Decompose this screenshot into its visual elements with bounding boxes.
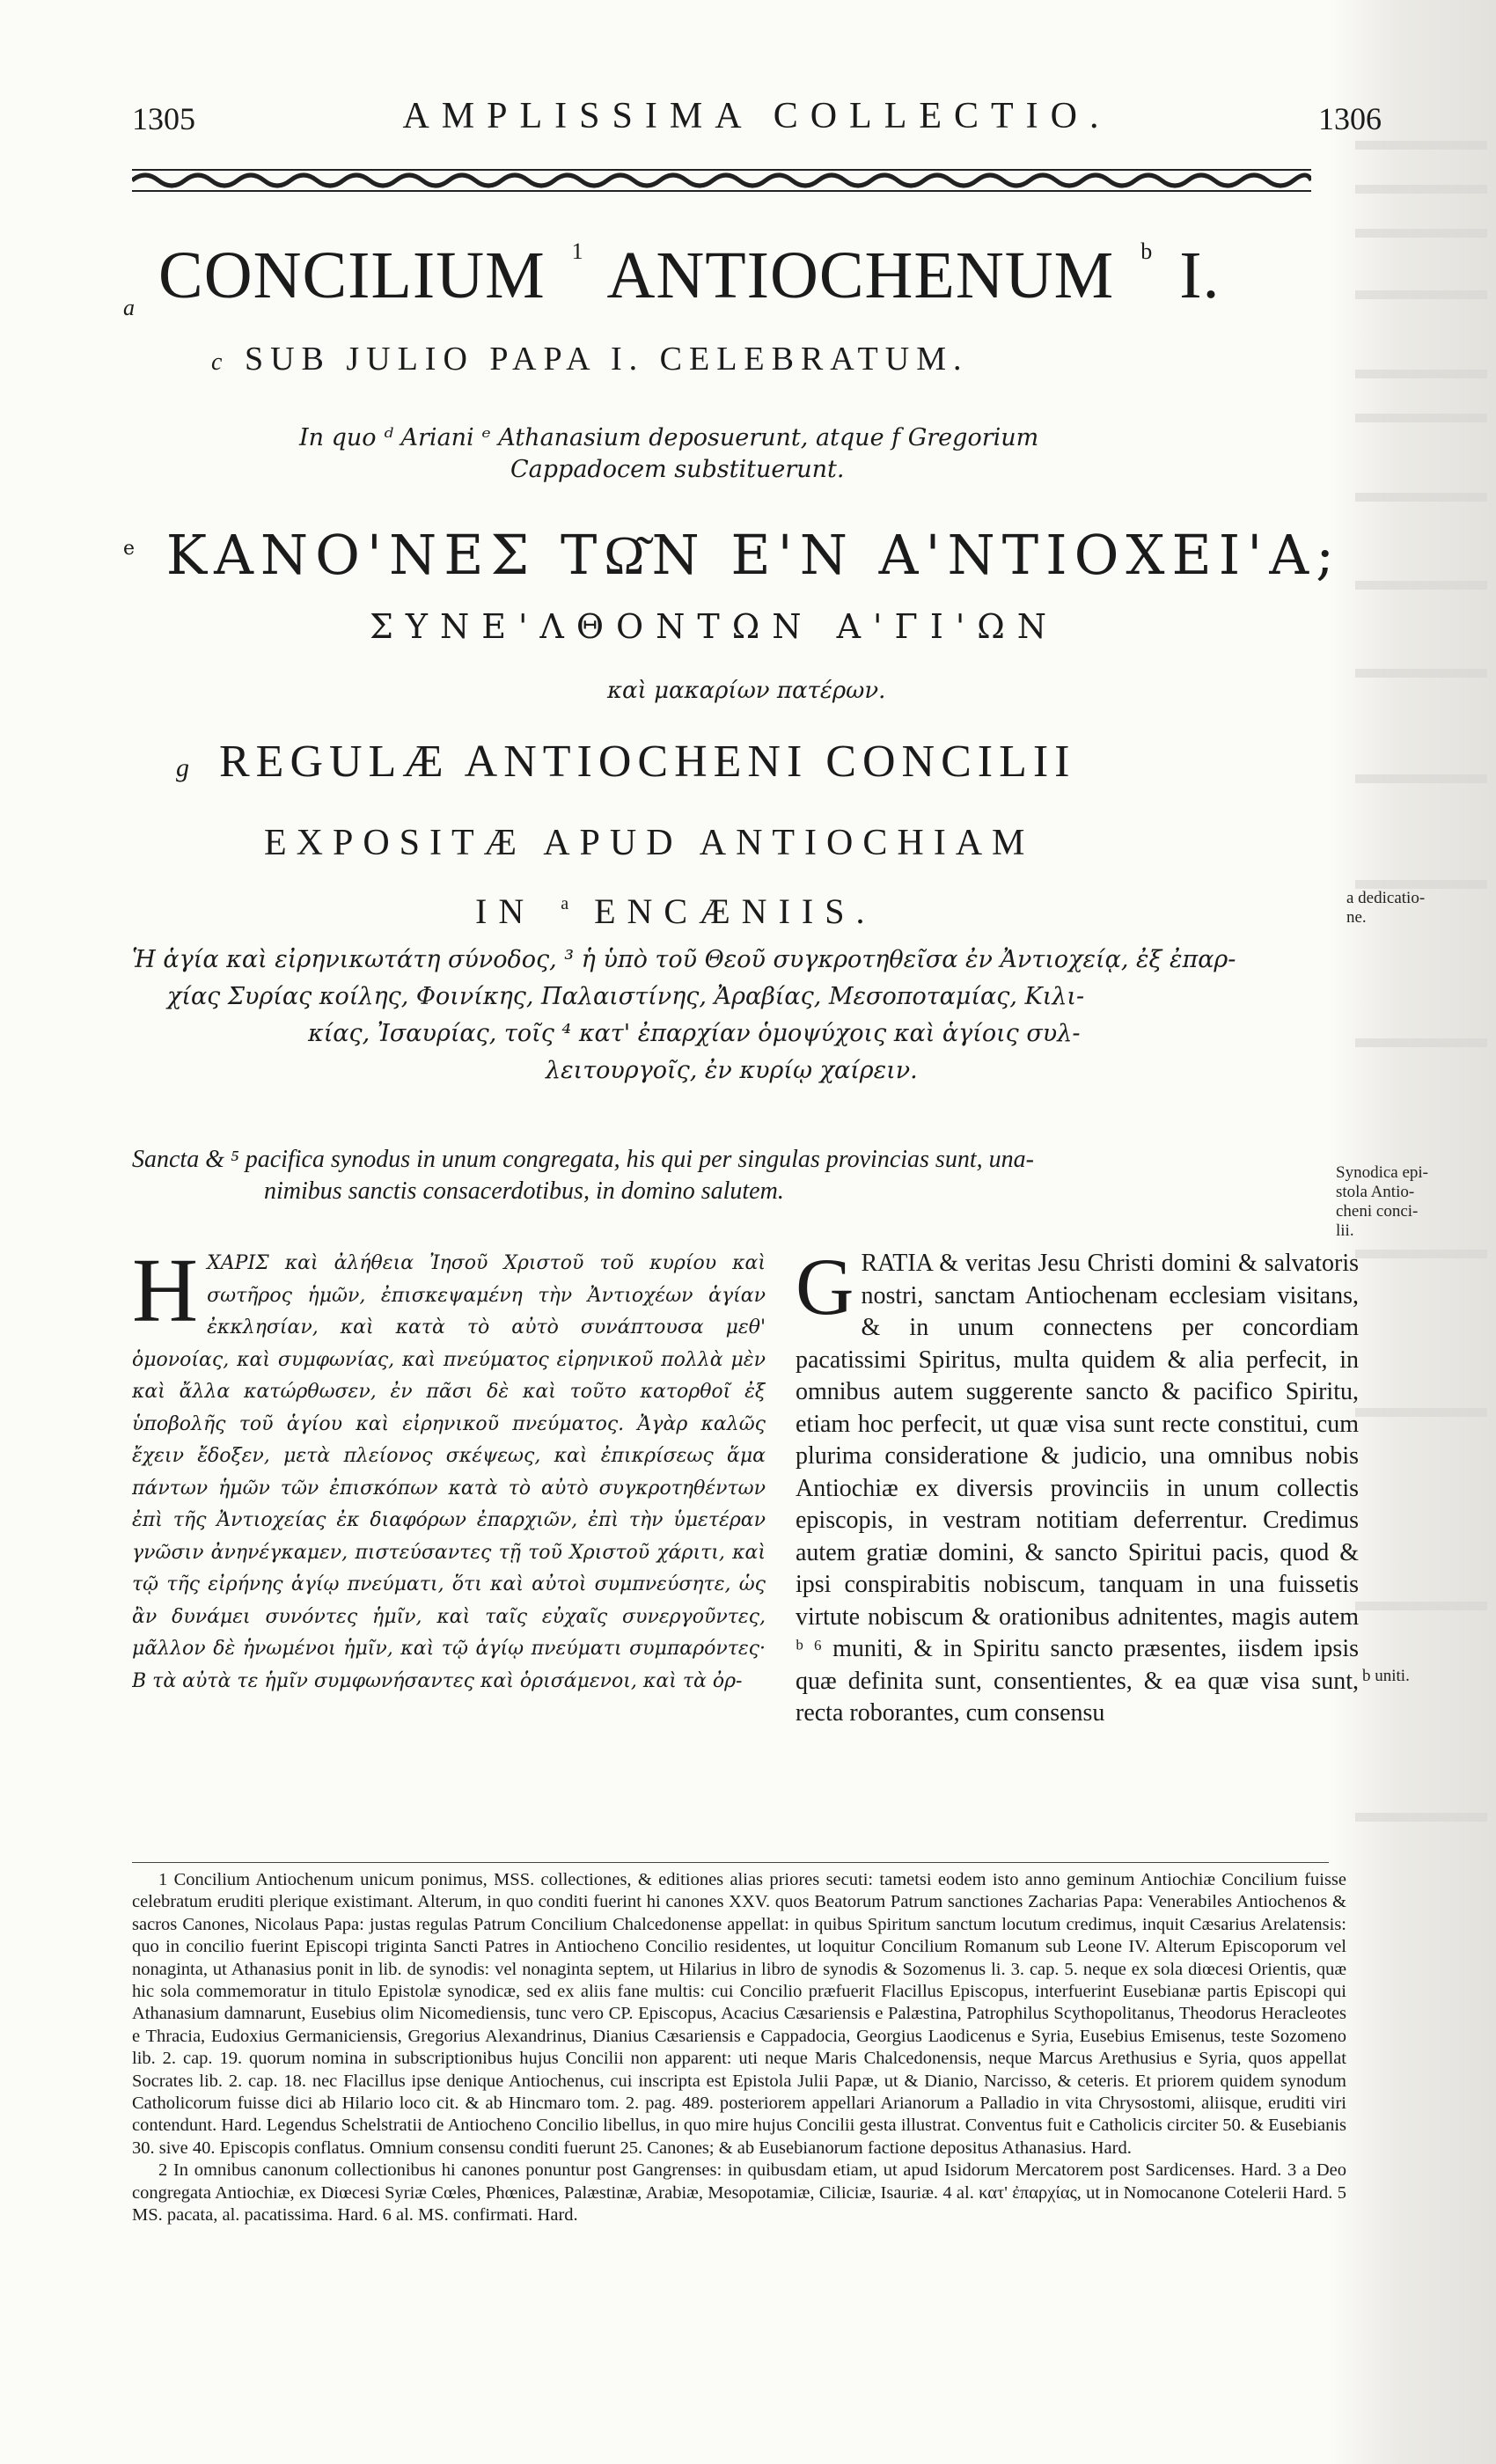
page-number-right: 1306 (1318, 101, 1382, 136)
regulae-line-2: EXPOSITÆ APUD ANTIOCHIAM (264, 823, 1035, 863)
title-word-antiochenum: ANTIOCHENUM (606, 238, 1115, 312)
margin-note-dedicatione: a dedicatio- ne. (1346, 889, 1426, 927)
council-title (123, 238, 1355, 321)
latin-salutation (132, 1144, 1329, 1207)
regulae-line-3-in: IN (475, 891, 536, 931)
greek-title-text: ΚΑΝΟ'ΝΕΣ ΤΩ͂Ν Ε'Ν Α'ΝΤΙΟΧΕΙ'Α; (165, 523, 1342, 587)
greek-column-text: ΧΑΡΙΣ καὶ ἀλήθεια Ἰησοῦ Χριστοῦ τοῦ κυρίου καὶ σωτῆρος ἡμῶν, ἐπισκεψαμένη τὴν Ἀντιοχέων ἁγίαν ἐκκλησίαν, καὶ κατὰ τὸ αὐτὸ συνάπτουσα μεθ' ὁμονοίας, καὶ συμφωνίας, καὶ πνεύματος εἰρηνικοῦ πολλὰ μὲν καὶ ἄλλα κατώρθωσεν, ἐν πᾶσι δὲ καὶ τοῦτο κατορθοῖ ἐξ ὑποβολῆς τοῦ ἁγίου καὶ εἰρηνικοῦ πνεύματος. Ἀγὰρ καλῶς ἔχειν ἔδοξεν, μετὰ πλείονος σκέψεως, καὶ ἐπικρίσεως ἅμα πάντων ἡμῶν τῶν ἐπισκόπων κατὰ τὸ αὐτὸ συγκροτηθέντων ἐπὶ τῆς Ἀντιοχείας ἐκ διαφόρων ἐπαρχιῶν, ἐπὶ τὴν ὑμετέραν γνῶσιν ἀνηνέγκαμεν, πιστεύσαντες τῇ τοῦ Χριστοῦ χάριτι, καὶ τῷ τῆς εἰρήνης ἁγίῳ πνεύματι, ὅτι καὶ αὐτοὶ συμπνεύσητε, ὡς ἂν δυνάμει συνόντες ἡμῖν, καὶ ταῖς εὐχαῖς συνεργοῦντες, μᾶλλον δὲ ἡνωμένοι ἡμῖν, καὶ τῷ ἁγίῳ πνεύματι συμπαρόντες· B τὰ αὐτὰ τε ἡμῖν συμφωνήσαντες καὶ ὁρισάμενοι, καὶ τὰ ὀρ- (132, 1252, 766, 1692)
marker-c: c (211, 348, 223, 376)
greek-salutation (132, 942, 1329, 1089)
latin-salutation-line: nimibus sanctis consacerdotibus, in domino salutem. (264, 1177, 784, 1205)
greek-column (132, 1248, 766, 1820)
regulae-line-1: REGULÆ ANTIOCHENI CONCILII (219, 737, 1076, 787)
title-numeral: I. (1179, 238, 1221, 312)
greek-salutation-line: Ἡ ἁγία καὶ εἰρηνικωτάτη σύνοδος, ³ ἡ ὑπὸ τοῦ Θεοῦ συγκροτηθεῖσα ἐν Ἀντιοχείᾳ, ἐξ ἐπαρ- (132, 946, 1236, 973)
greek-salutation-line: κίας, Ἰσαυρίας, τοῖς ⁴ κατ' ἐπαρχίαν ὁμοψύχοις καὶ ἁγίοις συλ- (308, 1020, 1081, 1047)
page-number-left: 1305 (132, 101, 195, 136)
subtitle-text: SUB JULIO PAPA I. CELEBRATUM. (244, 341, 969, 378)
regulae-line-3 (475, 891, 876, 932)
footnotes (132, 1869, 1346, 2362)
latin-salutation-line: Sancta & ⁵ pacifica synodus in unum congregata, his qui per singulas provincias sunt, una- (132, 1146, 1034, 1173)
footnote-paragraph: 2 In omnibus canonum collectionibus hi canones ponuntur post Gangrenses: in quibusdam etiam, ut apud Isidorum Mercatorem post Sardicenses. Hard. 3 a Deo congregata Antiochiæ, ex Diœcesi Syriæ Cœles, Phœnices, Palæstinæ, Arabiæ, Mesopotamiæ, Ciliciæ, Isauriæ. 4 al. κατ' ἐπαρχίας, ut in Nomocanone Cotelerii Hard. 5 MS. pacata, al. pacatissima. Hard. 6 al. MS. confirmati. Hard. (132, 2160, 1346, 2226)
greek-small-line: καὶ μακαρίων πατέρων. (607, 678, 886, 704)
running-header (132, 95, 1382, 148)
greek-salutation-line: λειτουργοῖς, ἐν κυρίῳ χαίρειν. (546, 1057, 918, 1084)
footnote-ref-1: 1 (571, 238, 584, 264)
greek-salutation-line: χίας Συρίας κοίλης, Φοινίκης, Παλαιστίνης, Ἀραβίας, Μεσοποταμίας, Κιλι- (167, 983, 1085, 1010)
margin-note-b-uniti: b uniti. (1362, 1667, 1410, 1685)
footnote-divider (132, 1862, 1329, 1863)
latin-column-text: RATIA & veritas Jesu Christi domini & salvatoris nostri, sanctam Antiochenam ecclesiam visitans, & in unum connectens per concordiam pacatissimi Spiritus, multa quidem & alia perfecit, in omnibus autem suggerente sancto & pacifico Spiritu, etiam hoc perfecit, ut quæ visa sunt recte constitui, cum plurima consideratione & judicio, una omnibus nobis Antiochiæ ex diversis provinciis in unum collectis episcopis, in vestram notitiam deferrentur. Credimus autem gratiæ domini, & sancto Spiritui pacis, quod & ipsi conspirabitis nobiscum, tanquam in una fuissetis virtute nobiscum & orationibus adnitentes, magis autem ᵇ ⁶ muniti, & in Spiritu sancto præsentes, iisdem ipsis quæ definita sunt, consentientes, & ea quæ visa sunt, recta roborantes, cum consensu (796, 1250, 1359, 1727)
title-word-concilium: CONCILIUM (158, 238, 546, 312)
greek-drop-cap: H (132, 1248, 199, 1341)
margin-note-synodica: Synodica epi- stola Antio- cheni conci- lii. (1336, 1163, 1429, 1240)
latin-drop-cap: G (796, 1248, 854, 1331)
greek-subtitle: ΣΥΝΕ'ΛΘΟΝΤΩΝ Α'ΓΙ'ΩΝ (370, 607, 1060, 646)
in-quo-line-2: Cappadocem substituerunt. (510, 456, 845, 483)
ornamental-rule (132, 167, 1311, 194)
marker-a: a (123, 295, 136, 320)
regulae-marker-g: g (176, 753, 189, 782)
regulae-line-3-marker: a (561, 894, 569, 913)
running-title: AMPLISSIMA COLLECTIO. (402, 96, 1111, 136)
regulae-line-3-encaeniis: ENCÆNIIS. (594, 891, 876, 931)
in-quo-line-1: In quo ᵈ Ariani ᵉ Athanasium deposuerunt, atque f Gregorium (299, 424, 1039, 451)
council-subtitle (211, 340, 1267, 378)
marker-b: b (1140, 238, 1154, 264)
footnote-paragraph: 1 Concilium Antiochenum unicum ponimus, MSS. collectiones, & editiones alias priores secuti: tametsi eodem isto anno geminum Antiochiæ Concilium fuisse celebratum eruditi plerique existimant. Alterum, in quo conditi fuerint hi canones XXV. quos Beatorum Patrum sanctiones Zacharias Papa: Venerabiles Antiochenos & sacros Canones, Nicolaus Papa: justas regulas Patrum Concilium Chalcedonense appellat: in quibus Spiritum sanctum locutum credimus, inquit Cæsarius Arelatensis: quo in concilio fuerint Episcopi triginta Sancti Patres in Antiocheno Concilio residentes, ut loquitur Concilium Romanum sub Leone IV. Alterum Episcoporum vel nonaginta, ut Athanasius ponit in lib. de synodis: vel nonaginta septem, ut Hilarius in libro de synodis & Sozomenus li. 3. cap. 5. neque ex sola diœcesi Orientis, quæ hic sola commemoratur in titulo Epistolæ synodicæ, sed ex aliis fane multis: cui Concilio præfuerit Flacillus Episcopus, interfuerint Eusebianæ partis Episcopi qui Athanasium damnarunt, Eusebius olim Nicomediensis, tunc vero CP. Episcopus, Acacius Cæsariensis e Palæstina, Patrophilus Scythopolitanus, Theodorus Heracleotes e Thracia, Eudoxius Germaniciensis, Gregorius Alexandrinus, Dianius Cæsariensis e Cappadocia, Georgius Laodicenus e Syria, Eusebius Emisenus, teste Sozomeno lib. 2. cap. 19. quorum nomina in subscriptionibus hujus Concilii non apparent: uti neque Maris Chalcedonensis, neque Marcus Arethusius e Syria, quos appellat Socrates lib. 2. cap. 18. nec Flacillus ipse denique Antiochenus, cui inscripta est Epistola Julii Papæ, ut & Dianio, Narcisso, & ceteris. Et priorem quidem synodum Catholicorum fuisse dici ab Hilario loco cit. & ab Hincmaro tom. 2. pag. 489. posteriorem appellari Arianorum a Palladio in vita Chrysostomi, aliisque, eruditi viri contendunt. Hard. Legendus Schelstratii de Antiocheno Concilio libellus, in quo mire hujus Concilii gesta illustrat. Conventus fuit e Catholicis circiter 50. & Eusebianis 30. sive 40. Episcopis conflatus. Omnium consensu conditi fuerunt 25. Canones; & ab Eusebianorum factione depositus Athanasius. Hard. (132, 1870, 1346, 2158)
regulae-heading (176, 736, 1408, 788)
latin-column (796, 1248, 1359, 1855)
greek-title-marker: e (123, 538, 136, 560)
greek-title (123, 523, 1373, 588)
